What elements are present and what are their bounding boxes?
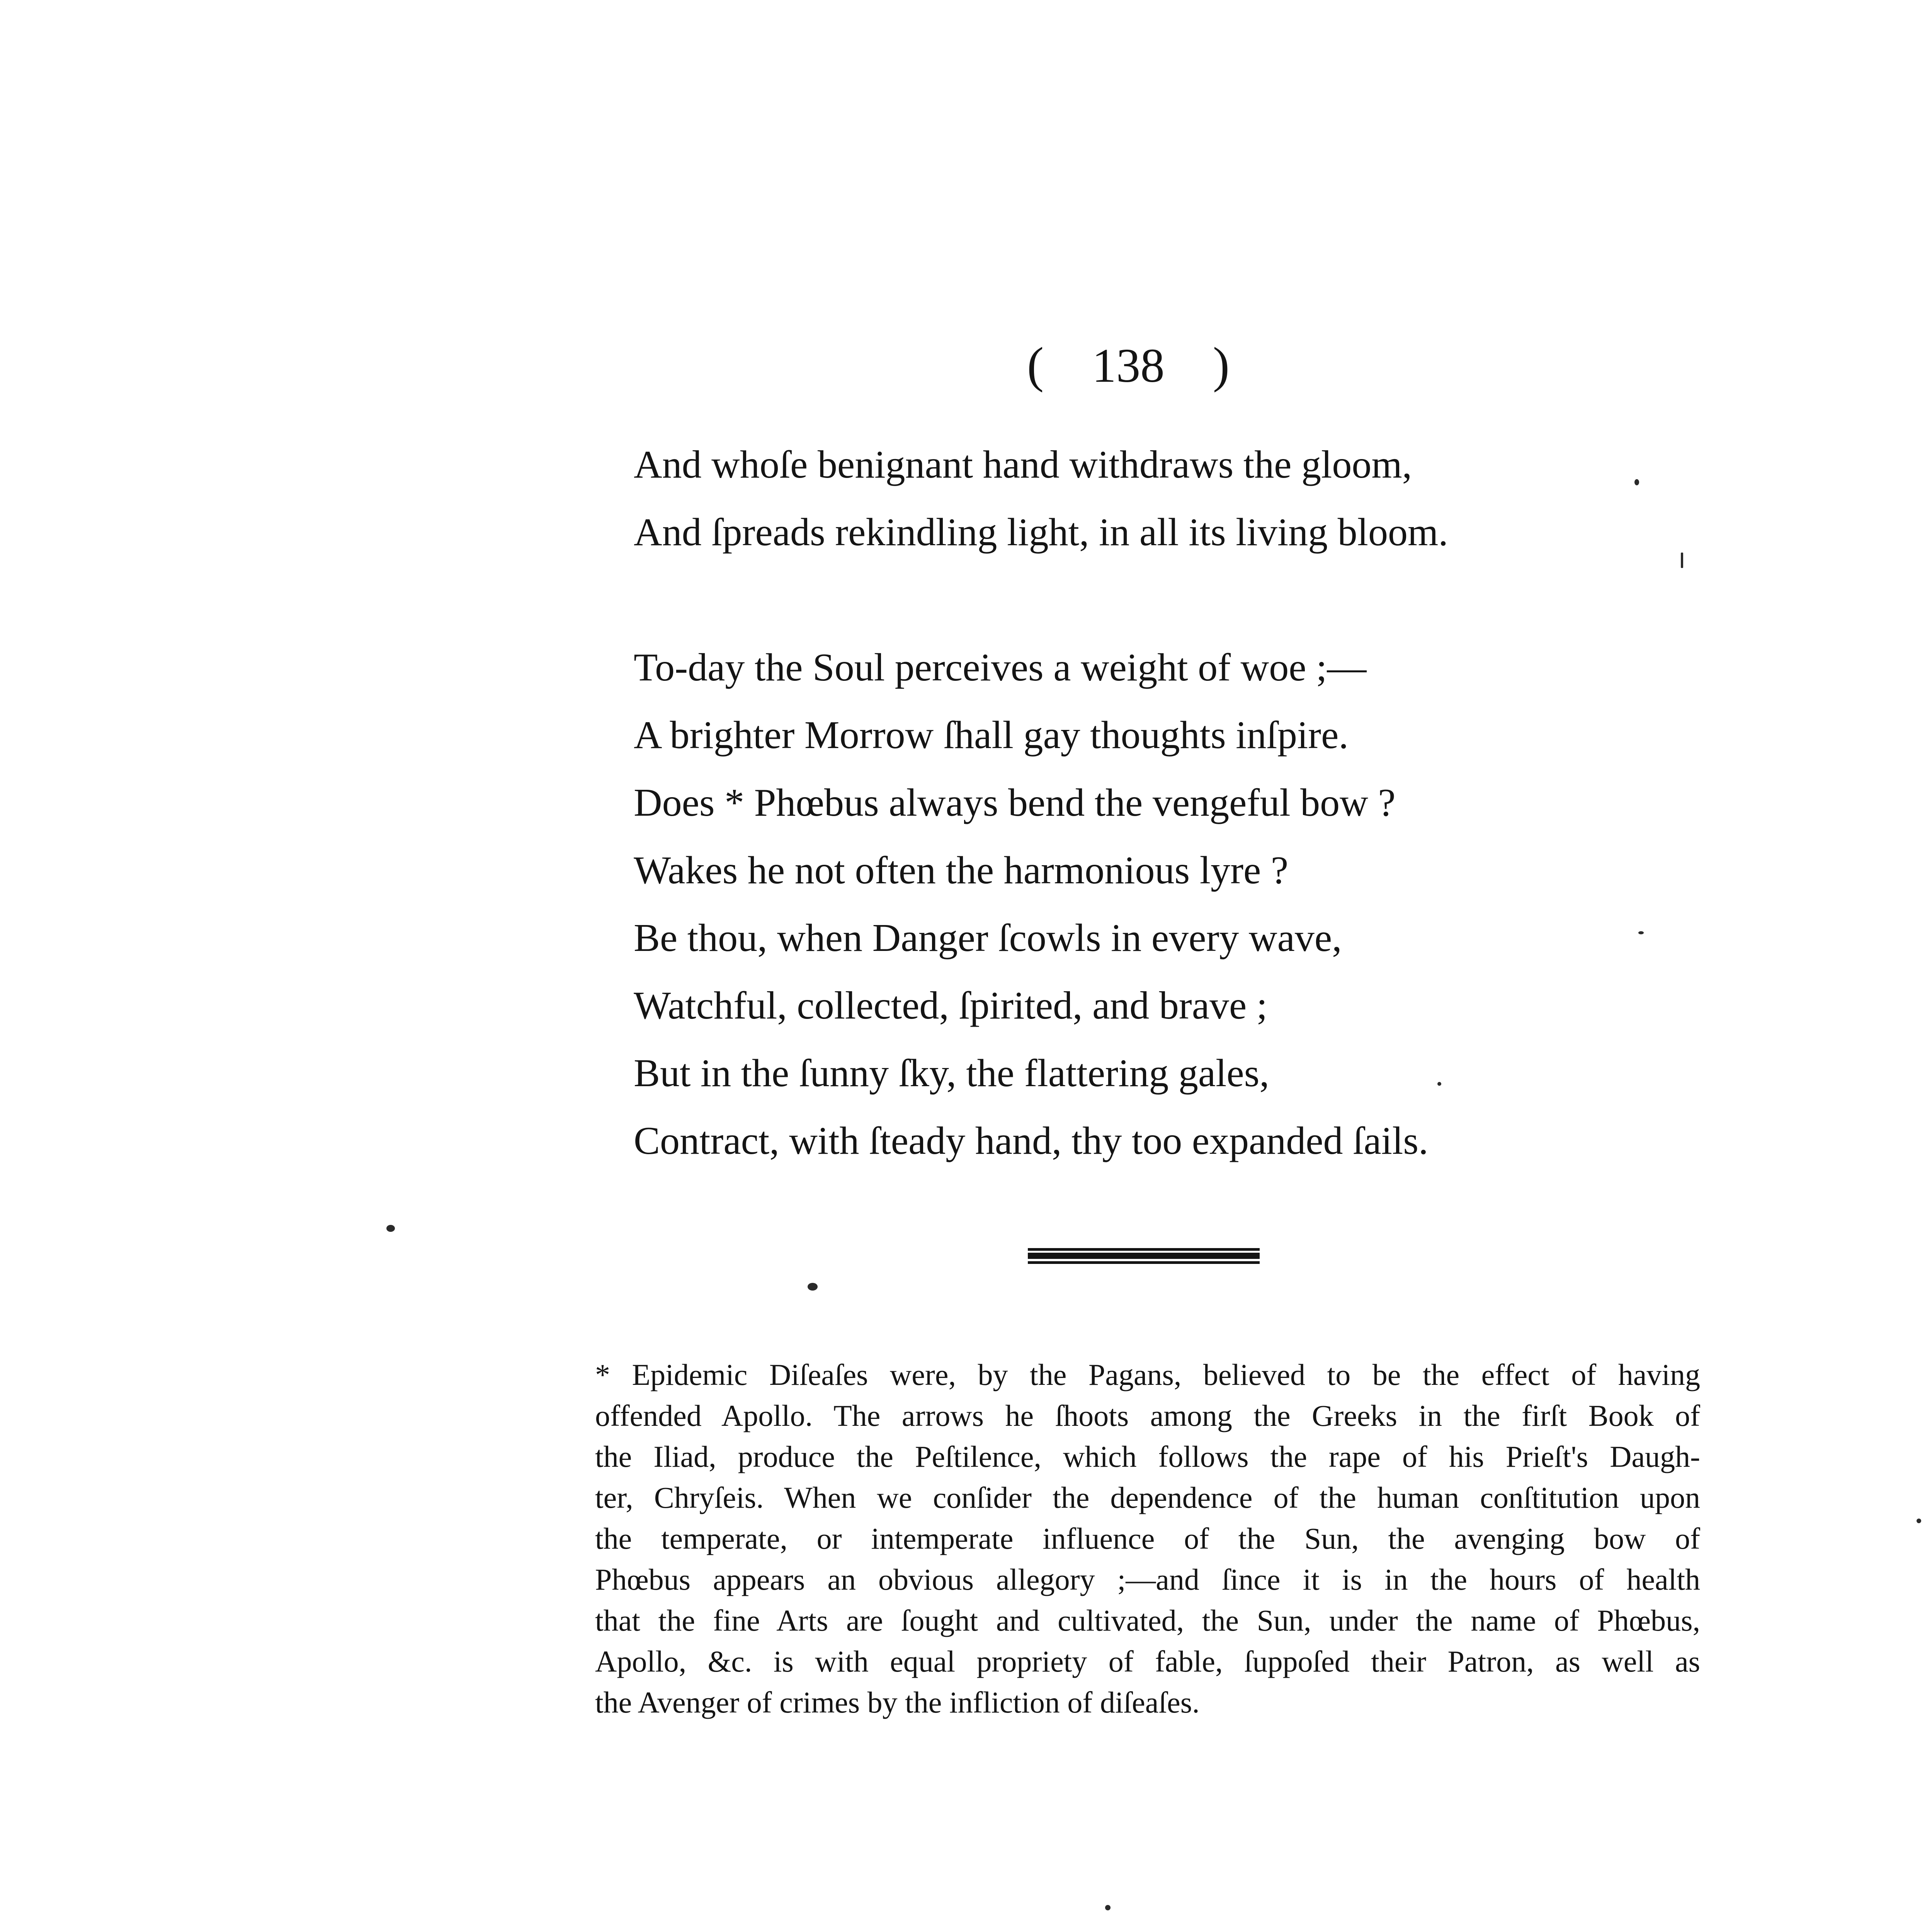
poem-stanza-2 <box>634 634 1909 1175</box>
poem-line: A brighter Morrow ſhall gay thoughts inſpire. <box>634 713 1349 757</box>
scan-speck <box>1437 1082 1441 1086</box>
footnote-line: ter, Chryſeis. When we conſider the dependence of the human conſtitution upon <box>595 1481 1700 1514</box>
footnote <box>595 1354 1700 1723</box>
divider-rule-bottom <box>1028 1261 1260 1264</box>
poem-line: Be thou, when Danger ſcowls in every wave, <box>634 916 1342 960</box>
poem-line: But in the ſunny ſky, the flattering gales, <box>634 1051 1269 1095</box>
scan-speck <box>1634 479 1639 485</box>
scan-speck <box>1105 1905 1111 1910</box>
poem-line: To-day the Soul perceives a weight of woe ;— <box>634 646 1367 689</box>
poem-line: Wakes he not often the harmonious lyre ? <box>634 849 1289 892</box>
scan-speck <box>386 1225 395 1232</box>
section-divider <box>1028 1248 1260 1264</box>
page-number-close-paren: ) <box>1213 337 1230 393</box>
divider-rule-middle <box>1028 1253 1260 1259</box>
poem-line: Contract, with ſteady hand, thy too expanded ſails. <box>634 1119 1429 1163</box>
scan-speck <box>1681 553 1683 568</box>
poem-line: Does * Phœbus always bend the vengeful bow ? <box>634 781 1396 825</box>
footnote-line: Phœbus appears an obvious allegory ;—and ſince it is in the hours of health <box>595 1563 1700 1596</box>
poem-line: And whoſe benignant hand withdraws the gloom, <box>634 443 1412 486</box>
footnote-line: the Iliad, produce the Peſtilence, which follows the rape of his Prieſt's Daugh- <box>595 1440 1700 1473</box>
poem-line: Watchful, collected, ſpirited, and brave ; <box>634 984 1268 1027</box>
poem-stanza-1 <box>634 431 1909 566</box>
footnote-line: offended Apollo. The arrows he ſhoots among the Greeks in the firſt Book of <box>595 1399 1700 1432</box>
footnote-line: * Epidemic Diſeaſes were, by the Pagans, believed to be the effect of having <box>595 1358 1700 1391</box>
footnote-line: Apollo, &c. is with equal propriety of fable, ſuppoſed their Patron, as well as <box>595 1645 1700 1678</box>
footnote-line: the Avenger of crimes by the infliction of diſeaſes. <box>595 1685 1200 1719</box>
scan-speck <box>808 1283 818 1291</box>
poem-line: And ſpreads rekindling light, in all its living bloom. <box>634 510 1448 554</box>
page-number-open-paren: ( <box>1027 337 1044 393</box>
divider-rule-top <box>1028 1248 1260 1251</box>
footnote-line: that the fine Arts are ſought and cultivated, the Sun, under the name of Phœbus, <box>595 1604 1700 1637</box>
scan-speck <box>1638 931 1644 934</box>
page-number <box>1005 337 1252 393</box>
scan-speck <box>1917 1519 1921 1523</box>
page-number-value: 138 <box>1092 339 1165 393</box>
footnote-line: the temperate, or intemperate influence of the Sun, the avenging bow of <box>595 1522 1700 1555</box>
